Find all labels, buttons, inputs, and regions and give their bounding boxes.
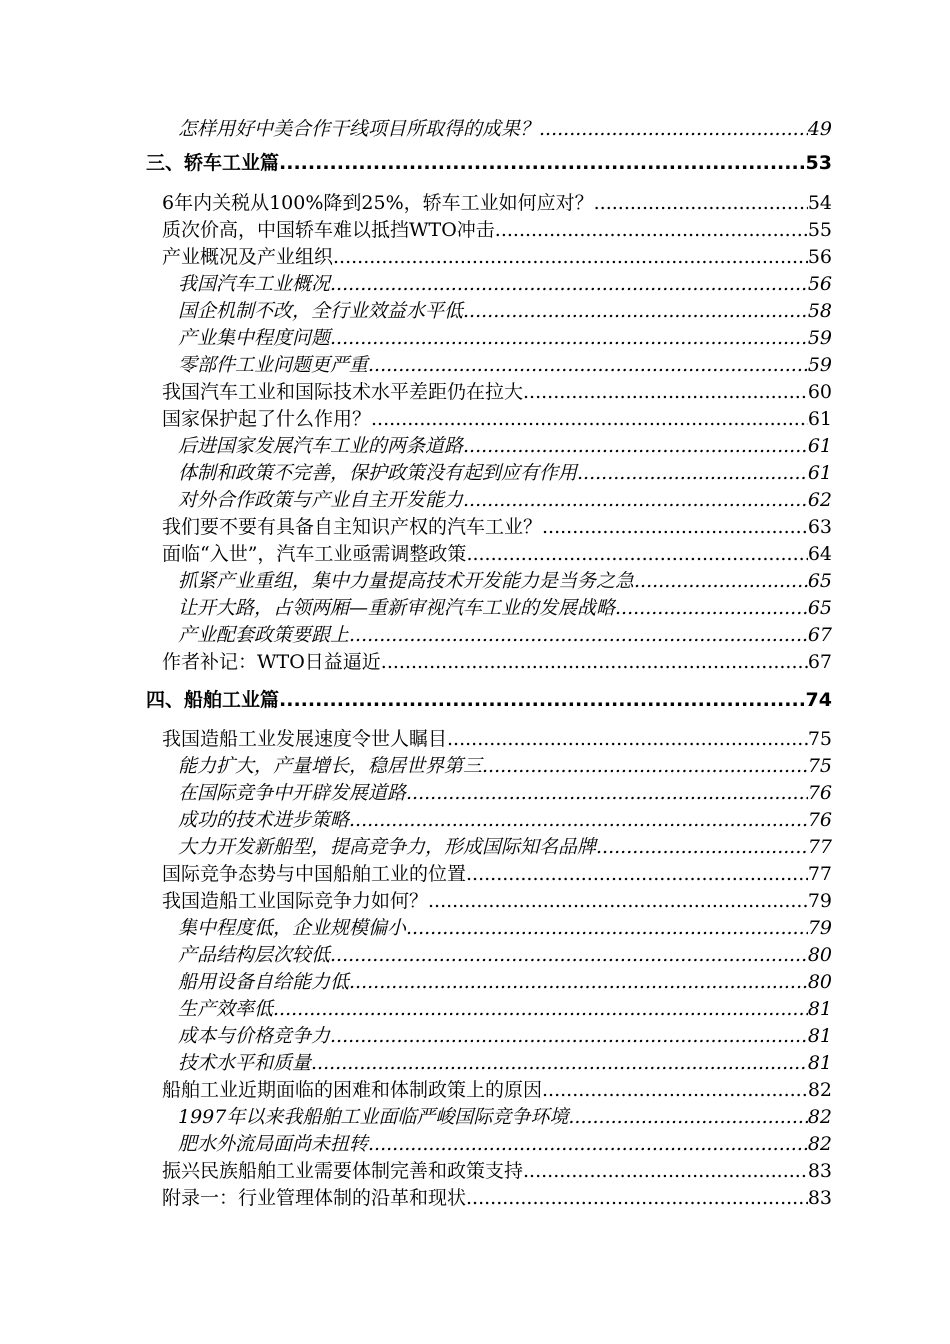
toc-entry-title: 附录一：行业管理体制的沿革和现状 [162,1187,467,1209]
toc-subsection-entry[interactable] [178,487,832,513]
toc-entry-title: 国企机制不改，全行业效益水平低 [178,300,464,322]
toc-page-number: 83 [807,1187,832,1209]
toc-subsection-entry[interactable] [178,116,832,142]
toc-chapter-entry[interactable] [162,1185,832,1211]
toc-subsection-entry[interactable] [178,460,832,486]
toc-subsection-entry[interactable] [178,1050,832,1076]
toc-entry-title: 成本与价格竞争力 [178,1025,331,1047]
toc-chapter-entry[interactable] [162,1077,832,1103]
toc-chapter-entry[interactable] [162,1158,832,1184]
toc-page-number: 61 [807,408,832,430]
toc-page-number: 53 [805,152,832,174]
toc-entry-title: 振兴民族船舶工业需要体制完善和政策支持 [162,1160,524,1182]
toc-page-number: 79 [807,917,832,939]
toc-dot-leader [279,687,806,713]
toc-page-number: 82 [807,1079,832,1101]
toc-dot-leader [542,1077,808,1103]
toc-subsection-entry[interactable] [178,807,832,833]
toc-subsection-entry[interactable] [178,753,832,779]
toc-chapter-entry[interactable] [162,244,832,270]
toc-dot-leader [279,150,806,176]
toc-chapter-entry[interactable] [162,888,832,914]
toc-dot-leader [349,969,808,995]
toc-entry-title: 大力开发新船型，提高竞争力，形成国际知名品牌 [178,836,597,858]
toc-page-number: 65 [807,597,832,619]
toc-dot-leader [523,1158,808,1184]
toc-page-number: 81 [807,998,832,1020]
toc-entry-title: 国际竞争态势与中国船舶工业的位置 [162,863,467,885]
toc-page-number: 62 [807,489,832,511]
toc-subsection-entry[interactable] [178,996,832,1022]
toc-dot-leader [406,915,808,941]
toc-page-number: 79 [807,890,832,912]
toc-entry-title: 产业集中程度问题 [178,327,331,349]
toc-page-number: 65 [807,570,832,592]
toc-entry-title: 国家保护起了什么作用？ [162,408,372,430]
toc-entry-title: 我国汽车工业概况 [178,273,331,295]
toc-page-number: 56 [807,273,832,295]
toc-dot-leader [482,753,808,779]
toc-page-number: 75 [807,728,832,750]
toc-chapter-entry[interactable] [162,726,832,752]
toc-page-number: 77 [807,863,832,885]
toc-page-number: 55 [807,219,832,241]
toc-page-number: 77 [807,836,832,858]
toc-dot-leader [463,298,808,324]
toc-entry-title: 对外合作政策与产业自主开发能力 [178,489,464,511]
toc-subsection-entry[interactable] [178,915,832,941]
toc-subsection-entry[interactable] [178,271,832,297]
toc-dot-leader [596,834,808,860]
toc-page-number: 61 [807,435,832,457]
toc-page-number: 67 [807,651,832,673]
toc-dot-leader [466,541,807,567]
toc-page-number: 54 [807,192,832,214]
toc-dot-leader [330,271,808,297]
toc-chapter-entry[interactable] [162,514,832,540]
toc-page-number: 74 [805,689,832,711]
toc-subsection-entry[interactable] [178,325,832,351]
toc-dot-leader [542,514,808,540]
toc-entry-title: 体制和政策不完善，保护政策没有起到应有作用 [178,462,578,484]
toc-dot-leader [577,460,808,486]
toc-dot-leader [447,726,808,752]
toc-entry-title: 产品结构层次较低 [178,944,331,966]
toc-subsection-entry[interactable] [178,352,832,378]
toc-page-number: 59 [807,327,832,349]
toc-entry-title: 我们要不要有具备自主知识产权的汽车工业？ [162,516,543,538]
toc-dot-leader [523,379,808,405]
toc-entry-title: 作者补记：WTO日益逼近 [162,651,381,673]
toc-page-number: 58 [807,300,832,322]
toc-subsection-entry[interactable] [178,834,832,860]
toc-chapter-entry[interactable] [162,190,832,216]
toc-page-number: 67 [807,624,832,646]
toc-subsection-entry[interactable] [178,1131,832,1157]
toc-subsection-entry[interactable] [178,433,832,459]
toc-page-number: 83 [807,1160,832,1182]
toc-chapter-entry[interactable] [162,541,832,567]
toc-page-number: 82 [807,1133,832,1155]
toc-dot-leader [539,116,808,142]
toc-dot-leader [368,352,808,378]
toc-dot-leader [349,807,808,833]
toc-entry-title: 怎样用好中美合作干线项目所取得的成果？ [178,118,540,140]
toc-chapter-entry[interactable] [162,861,832,887]
toc-page-number: 64 [807,543,832,565]
toc-chapter-entry[interactable] [162,649,832,675]
toc-dot-leader [273,996,808,1022]
toc-dot-leader [406,780,808,806]
toc-dot-leader [428,888,808,914]
toc-entry-title: 集中程度低，企业规模偏小 [178,917,407,939]
toc-entry-title: 在国际竞争中开辟发展道路 [178,782,407,804]
toc-subsection-entry[interactable] [178,1104,832,1130]
toc-section-entry[interactable] [146,687,832,713]
toc-entry-title: 质次价高，中国轿车难以抵挡WTO冲击 [162,219,495,241]
toc-page-number: 81 [807,1025,832,1047]
toc-entry-title: 我国造船工业国际竞争力如何？ [162,890,429,912]
toc-subsection-entry[interactable] [178,780,832,806]
toc-dot-leader [594,190,808,216]
toc-subsection-entry[interactable] [178,298,832,324]
toc-dot-leader [333,244,808,270]
toc-entry-title: 产业概况及产业组织 [162,246,334,268]
toc-chapter-entry[interactable] [162,406,832,432]
toc-page-number: 81 [807,1052,832,1074]
toc-entry-title: 船用设备自给能力低 [178,971,350,993]
toc-chapter-entry[interactable] [162,217,832,243]
toc-dot-leader [634,568,808,594]
toc-section-entry[interactable] [146,150,832,176]
toc-entry-title: 生产效率低 [178,998,274,1020]
toc-page-number: 75 [807,755,832,777]
toc-dot-leader [368,1131,808,1157]
toc-dot-leader [330,1023,808,1049]
toc-entry-title: 成功的技术进步策略 [178,809,350,831]
toc-dot-leader [463,433,808,459]
toc-page-number: 63 [807,516,832,538]
toc-page-number: 80 [807,944,832,966]
toc-entry-title: 产业配套政策要跟上 [178,624,350,646]
toc-dot-leader [330,325,808,351]
toc-subsection-entry[interactable] [178,595,832,621]
toc-entry-title: 肥水外流局面尚未扭转 [178,1133,369,1155]
toc-entry-title: 后进国家发展汽车工业的两条道路 [178,435,464,457]
toc-subsection-entry[interactable] [178,1023,832,1049]
toc-entry-title: 三、轿车工业篇 [146,152,280,174]
toc-dot-leader [349,622,808,648]
toc-page-number: 76 [807,809,832,831]
toc-entry-title: 6年内关税从100%降到25%，轿车工业如何应对？ [162,192,594,214]
toc-dot-leader [371,406,808,432]
toc-page-number: 56 [807,246,832,268]
toc-page-number: 82 [807,1106,832,1128]
toc-entry-title: 船舶工业近期面临的困难和体制政策上的原因 [162,1079,543,1101]
toc-subsection-entry[interactable] [178,622,832,648]
toc-subsection-entry[interactable] [178,942,832,968]
toc-entry-title: 1997年以来我船舶工业面临严峻国际竞争环境 [178,1106,569,1128]
toc-dot-leader [463,487,808,513]
toc-dot-leader [381,649,808,675]
toc-dot-leader [330,942,808,968]
toc-entry-title: 零部件工业问题更严重 [178,354,369,376]
toc-chapter-entry[interactable] [162,379,832,405]
toc-dot-leader [466,1185,808,1211]
toc-entry-title: 抓紧产业重组，集中力量提高技术开发能力是当务之急 [178,570,635,592]
toc-page-number: 49 [807,118,832,140]
toc-entry-title: 让开大路，占领两厢—重新审视汽车工业的发展战略 [178,597,616,619]
toc-entry-title: 我国造船工业发展速度令世人瞩目 [162,728,448,750]
toc-entry-title: 四、船舶工业篇 [146,689,280,711]
toc-dot-leader [568,1104,807,1130]
toc-dot-leader [495,217,808,243]
toc-entry-title: 面临“入世”，汽车工业亟需调整政策 [162,543,467,565]
toc-dot-leader [615,595,808,621]
toc-page-number: 80 [807,971,832,993]
toc-subsection-entry[interactable] [178,969,832,995]
toc-entry-title: 能力扩大，产量增长，稳居世界第三 [178,755,483,777]
toc-subsection-entry[interactable] [178,568,832,594]
toc-entry-title: 我国汽车工业和国际技术水平差距仍在拉大 [162,381,524,403]
toc-page-number: 76 [807,782,832,804]
toc-dot-leader [311,1050,808,1076]
toc-dot-leader [466,861,808,887]
toc-page-number: 60 [807,381,832,403]
toc-page-number: 61 [807,462,832,484]
toc-entry-title: 技术水平和质量 [178,1052,312,1074]
toc-page-number: 59 [807,354,832,376]
